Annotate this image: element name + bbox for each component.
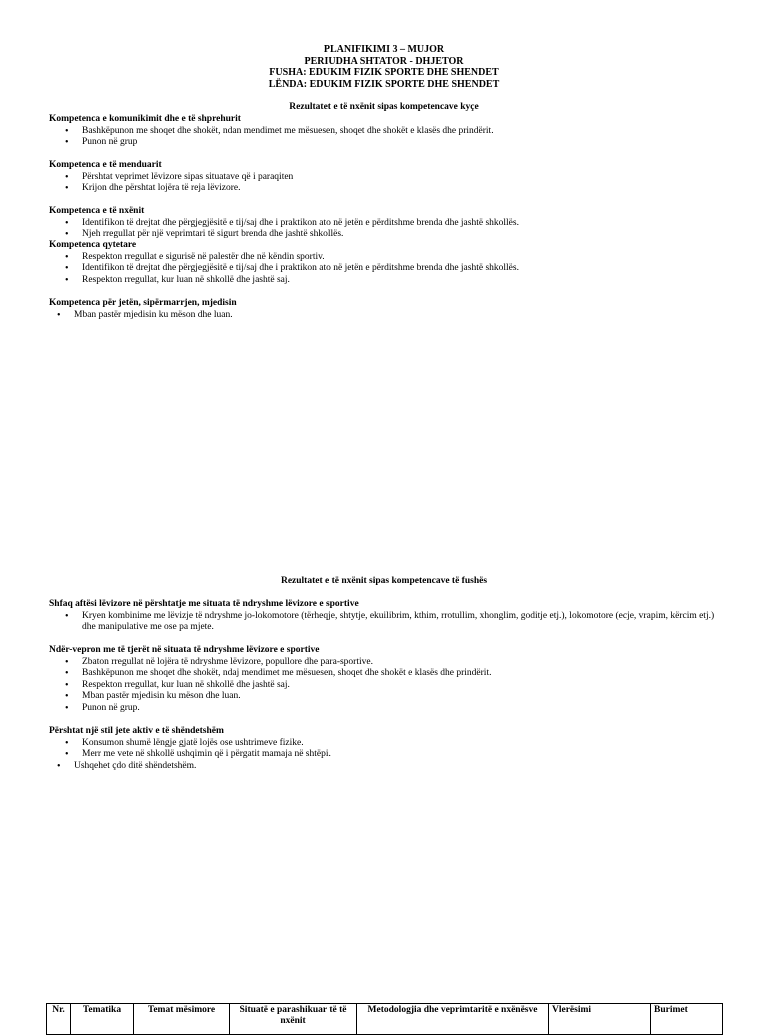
table-header-cell: Metodologjia dhe veprimtaritë e nxënësve xyxy=(357,1004,549,1035)
list-item: • Identifikon të drejtat dhe përgjegjësitë e tij/saj dhe i praktikon ato në jetën e përditshme brenda dhe jashtë shkollës. xyxy=(82,218,729,230)
list-item: • Konsumon shumë lëngje gjatë lojës ose ushtrimeve fizike. xyxy=(82,738,729,750)
competence-heading: Shfaq aftësi lëvizore në përshtatje me situata të ndryshme lëvizore e sportive xyxy=(49,599,359,609)
table-header-cell: Tematika xyxy=(71,1004,134,1035)
competence-heading: Kompetenca qytetare xyxy=(49,240,137,250)
list-item: • Krijon dhe përshtat lojëra të reja lëvizore. xyxy=(82,183,729,195)
field-interaction xyxy=(49,645,729,715)
list-item: • Respekton rregullat, kur luan në shkollë dhe jashtë saj. xyxy=(82,680,729,692)
competence-heading: Kompetenca për jetën, sipërmarrjen, mjedisin xyxy=(49,298,237,308)
list-item: • Respekton rregullat, kur luan në shkollë dhe jashtë saj. xyxy=(82,275,729,287)
competence-civic xyxy=(49,240,729,286)
table-header-row xyxy=(47,1004,723,1035)
competence-heading: Ndër-vepron me të tjerët në situata të ndryshme lëvizore e sportive xyxy=(49,645,320,655)
list-item: • Bashkëpunon me shoqet dhe shokët, ndan mendimet me mësuesen, shoqet dhe shokët e klasës dhe prindërit. xyxy=(82,126,729,138)
period-line: PERIUDHA SHTATOR - DHJETOR xyxy=(304,55,464,67)
key-competences-title: Rezultatet e të nxënit sipas kompetencave kyçe xyxy=(289,102,479,112)
list-item: • Merr me vete në shkollë ushqimin që i përgatit mamaja në shtëpi. xyxy=(82,749,729,761)
competence-learning xyxy=(49,206,729,241)
table-header-cell: Vlerësimi xyxy=(549,1004,651,1035)
competence-heading: Kompetenca e të menduarit xyxy=(49,160,162,170)
list-item: • Njeh rregullat për një veprimtari të sigurt brenda dhe jashtë shkollës. xyxy=(82,229,729,241)
competence-heading: Kompetenca e komunikimit dhe e të shprehurit xyxy=(49,114,241,124)
competence-thinking xyxy=(49,160,729,195)
field-healthy-lifestyle xyxy=(49,726,729,772)
field-competences-title: Rezultatet e të nxënit sipas kompetencave të fushës xyxy=(280,576,488,586)
plan-title: PLANIFIKIMI 3 – MUJOR xyxy=(323,44,445,55)
competence-communication xyxy=(49,114,729,149)
table-header-cell: Burimet xyxy=(651,1004,723,1035)
table-header-cell: Nr. xyxy=(47,1004,71,1035)
list-item: • Mban pastër mjedisin ku mëson dhe luan. xyxy=(82,691,729,703)
list-item: • Kryen kombinime me lëvizje të ndryshme jo-lokomotore (tërheqje, shtytje, ekuilibrim, kthim, rrotullim, xhonglim, goditje etj.), lokomotore (ecje, vrapim, kërcim etj.) dhe manipulative me ose pa mjete. xyxy=(82,611,729,634)
subject-line: LËNDA: EDUKIM FIZIK SPORTE DHE SHENDET xyxy=(268,78,500,90)
plan-table xyxy=(46,1003,722,1035)
competence-heading: Kompetenca e të nxënit xyxy=(49,206,145,216)
list-item: • Zbaton rregullat në lojëra të ndryshme lëvizore, popullore dhe para-sportive. xyxy=(82,657,729,669)
list-item: • Bashkëpunon me shoqet dhe shokët, ndaj mendimet me mësuesen, shoqet dhe shokët e klasës dhe prindërit. xyxy=(82,668,729,680)
field-motor-skills xyxy=(49,599,729,634)
field-line: FUSHA: EDUKIM FIZIK SPORTE DHE SHENDET xyxy=(269,67,499,78)
list-item: • Mban pastër mjedisin ku mëson dhe luan. xyxy=(74,310,729,322)
list-item: • Përshtat veprimet lëvizore sipas situatave që i paraqiten xyxy=(82,172,729,184)
table-header-cell: Situatë e parashikuar të të nxënit xyxy=(230,1004,357,1035)
list-item: • Punon në grup. xyxy=(82,703,729,715)
list-item: • Ushqehet çdo ditë shëndetshëm. xyxy=(74,761,729,773)
list-item: • Punon në grup xyxy=(82,137,729,149)
table-header-cell: Temat mësimore xyxy=(134,1004,230,1035)
document-header xyxy=(0,44,768,90)
competence-heading: Përshtat një stil jete aktiv e të shëndetshëm xyxy=(49,726,224,736)
competence-life-environment xyxy=(49,298,729,321)
list-item: • Respekton rregullat e sigurisë në palestër dhe në këndin sportiv. xyxy=(82,252,729,264)
list-item: • Identifikon të drejtat dhe përgjegjësitë e tij/saj dhe i praktikon ato në jetën e përditshme brenda dhe jashtë shkollës. xyxy=(82,263,729,275)
